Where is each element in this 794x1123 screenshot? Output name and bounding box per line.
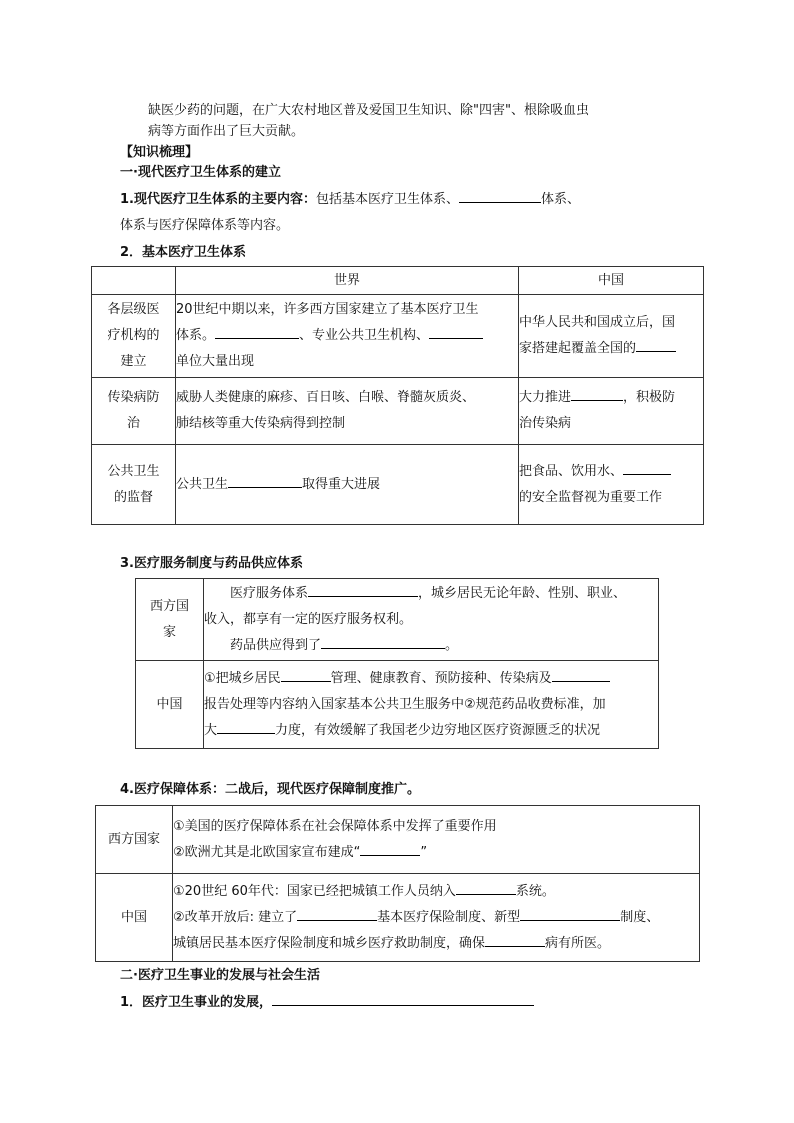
medical-insurance-table (95, 805, 700, 962)
row-label-line: 各层级医 (107, 302, 160, 317)
row-label-china: 中国 (96, 874, 173, 962)
row-label-line: 疗机构的 (107, 328, 160, 343)
row-label-line: 的监督 (113, 489, 153, 505)
blank-field[interactable] (360, 844, 420, 856)
row-label-line: 公共卫生 (107, 463, 160, 479)
cell-west-service (204, 579, 659, 661)
intro-line-1: 缺医少药的问题，在广大农村地区普及爱国卫生知识、除"四害"、根除吸血虫 (148, 103, 589, 118)
cell-line: 大 力度，有效缓解了我国老少边穷地区医疗资源匮乏的状况 (204, 722, 601, 738)
item1-text-b: 体系、 (541, 192, 581, 207)
blank-field[interactable] (623, 463, 671, 475)
header-empty (92, 267, 176, 295)
item1-text-a: 包括基本医疗卫生体系、 (315, 192, 459, 207)
cell-west-insurance (173, 806, 700, 874)
section1-title: 一·现代医疗卫生体系的建立 (120, 165, 281, 180)
blank-field[interactable] (297, 909, 377, 921)
cell-world-supervision (176, 445, 519, 525)
row-label-west (136, 579, 204, 661)
knowledge-heading: 【知识梳理】 (120, 145, 199, 160)
row-label-supervision (92, 445, 176, 525)
cell-line: 把食品、饮用水、 (519, 459, 703, 485)
cell-world-infectious (176, 378, 519, 445)
cell-line: 单位大量出现 (176, 354, 255, 369)
blank-field[interactable] (636, 340, 676, 352)
cell-line: 威胁人类健康的麻疹、百日咳、白喉、脊髓灰质炎、 (176, 390, 476, 405)
cell-china-supervision (519, 445, 704, 525)
cell-line: 城镇居民基本医疗保险制度和城乡医疗救助制度，确保 病有所医。 (173, 935, 611, 951)
cell-line: 家搭建起覆盖全国的 (519, 336, 703, 362)
blank-field[interactable] (215, 327, 299, 339)
item3-label: 3.医疗服务制度与药品供应体系 (120, 556, 303, 571)
row-label-line: 家 (162, 624, 176, 640)
item4-label: 4.医疗保障体系：二战后，现代医疗保障制度推广。 (120, 782, 420, 797)
item1-line-1 (120, 188, 580, 207)
medical-service-table (135, 578, 659, 749)
cell-world-institutions (176, 295, 519, 378)
cell-line: 大力推进 ，积极防 (519, 390, 676, 405)
cell-line: 中华人民共和国成立后，国 (519, 315, 676, 330)
item1-line-2: 体系与医疗保障体系等内容。 (120, 218, 290, 233)
cell-china-institutions (519, 295, 704, 378)
section2-item1 (120, 991, 534, 1010)
cell-china-infectious (519, 378, 704, 445)
cell-line: 的安全监督视为重要工作 (519, 489, 663, 505)
blank-field[interactable] (272, 994, 534, 1006)
cell-china-insurance (173, 874, 700, 962)
cell-line: 20世纪中期以来，许多西方国家建立了基本医疗卫生 (176, 302, 479, 317)
section2-title: 二·医疗卫生事业的发展与社会生活 (120, 968, 320, 983)
row-label-line: 传染病防 (107, 390, 160, 405)
item2-label: 2．基本医疗卫生体系 (120, 245, 247, 260)
blank-field[interactable] (552, 670, 610, 682)
cell-line: 收入，都享有一定的医疗服务权利。 (204, 611, 413, 627)
row-label-line: 治 (126, 416, 140, 431)
blank-field[interactable] (217, 722, 275, 734)
cell-line: ①把城乡居民 管理、健康教育、预防接种、传染病及 (204, 666, 658, 692)
blank-field[interactable] (456, 883, 516, 895)
row-label-line: 西方国 (149, 598, 189, 614)
blank-field[interactable] (321, 637, 445, 649)
cell-line: 公共卫生 取得重大进展 (176, 476, 381, 492)
blank-field[interactable] (429, 327, 483, 339)
intro-line-2: 病等方面作出了巨大贡献。 (148, 124, 305, 139)
cell-line: ①美国的医疗保障体系在社会保障体系中发挥了重要作用 (173, 818, 497, 834)
basic-health-table (91, 266, 704, 525)
cell-line: 体系。 、专业公共卫生机构、 (176, 323, 518, 349)
header-china: 中国 (519, 267, 704, 295)
cell-line: ②欧洲尤其是北欧国家宣布建成“ ” (173, 844, 428, 860)
blank-field[interactable] (228, 476, 302, 488)
section2-item1-label: 1．医疗卫生事业的发展， (120, 995, 273, 1010)
blank-field[interactable] (459, 191, 541, 203)
blank-field[interactable] (485, 935, 545, 947)
row-label-west: 西方国家 (96, 806, 173, 874)
item1-label: 1.现代医疗卫生体系的主要内容： (120, 192, 316, 207)
cell-china-service (204, 661, 659, 749)
blank-field[interactable] (520, 909, 620, 921)
blank-field[interactable] (308, 585, 418, 597)
cell-line: 药品供应得到了 。 (230, 637, 459, 653)
blank-field[interactable] (571, 389, 623, 401)
row-label-infectious (92, 378, 176, 445)
cell-line: 肺结核等重大传染病得到控制 (176, 416, 346, 431)
cell-line: ①20世纪 60年代：国家已经把城镇工作人员纳入 系统。 (173, 883, 555, 899)
cell-line: 报告处理等内容纳入国家基本公共卫生服务中②规范药品收费标准，加 (204, 696, 606, 712)
blank-field[interactable] (281, 670, 331, 682)
row-label-line: 建立 (120, 354, 147, 369)
cell-line: ②改革开放后: 建立了 基本医疗保险制度、新型 制度、 (173, 909, 660, 925)
cell-line: 医疗服务体系 ，城乡居民无论年龄、性别、职业、 (230, 585, 627, 601)
cell-line: 治传染病 (519, 416, 572, 431)
header-world: 世界 (176, 267, 519, 295)
row-label-institutions (92, 295, 176, 378)
row-label-china: 中国 (136, 661, 204, 749)
